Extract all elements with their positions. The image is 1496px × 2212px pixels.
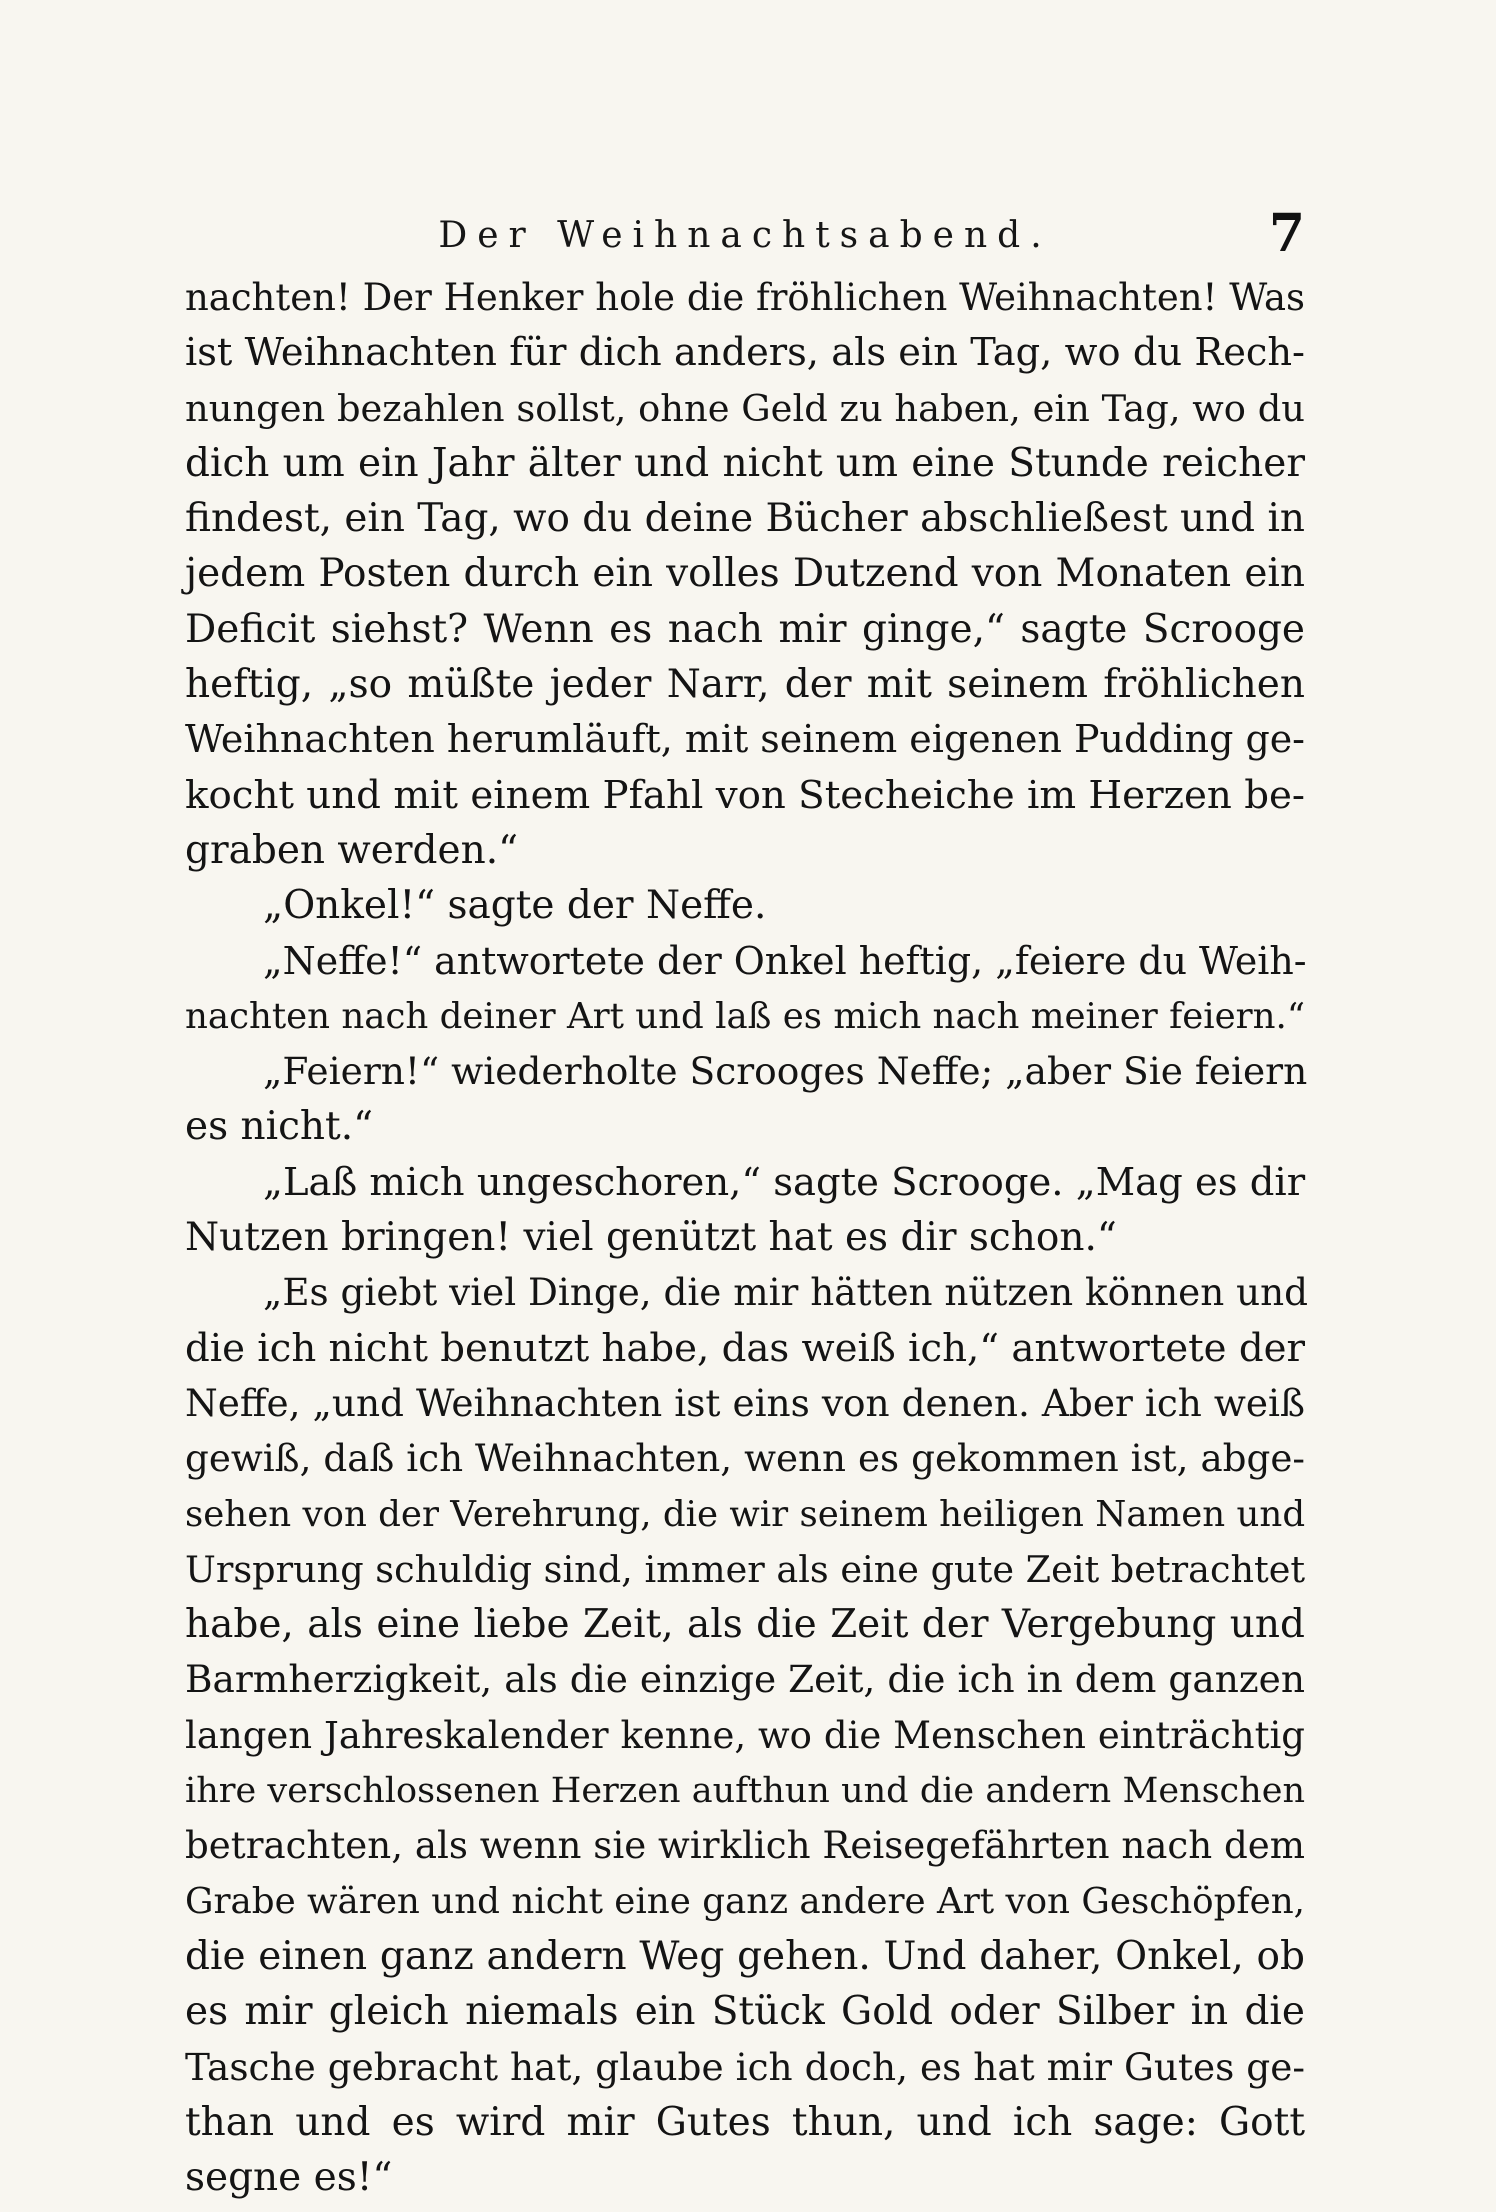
text-line: „Es giebt viel Dinge, die mir hätten nützen können und [263,1270,1308,1315]
page-header [185,203,1305,263]
text-line: nachten! Der Henker hole die fröhlichen Weihnachten! Was [185,276,1305,319]
text-line: sehen von der Verehrung, die wir seinem heiligen Namen und [185,1493,1306,1535]
text-line: ist Weihnachten für dich anders, als ein Tag, wo du Rech- [185,330,1305,376]
text-line: segne es!“ [185,2155,393,2201]
text-line: Grabe wären und nicht eine ganz andere Art von Geschöpfen, [185,1880,1305,1922]
text-line: than und es wird mir Gutes thun, und ich sage: Gott [185,2099,1305,2145]
page-number: 7 [1268,203,1305,264]
text-line: betrachten, als wenn sie wirklich Reisegefährten nach dem [185,1823,1305,1868]
text-line: „Onkel!“ sagte der Neffe. [263,883,767,929]
text-line: langen Jahreskalender kenne, wo die Menschen einträchtig [185,1713,1305,1757]
text-line: die ich nicht benutzt habe, das weiß ich,“ antwortete der [185,1325,1305,1371]
text-line: Deficit siehst? Wenn es nach mir ginge,“ sagte Scrooge [185,606,1305,652]
text-line: Weihnachten herumläuft, mit seinem eigenen Pudding ge- [185,717,1305,762]
text-line: Barmherzigkeit, als die einzige Zeit, die ich in dem ganzen [185,1657,1305,1702]
text-line: Neffe, „und Weihnachten ist eins von denen. Aber ich weiß [185,1380,1305,1425]
text-line: nungen bezahlen sollst, ohne Geld zu haben, ein Tag, wo du [185,386,1305,430]
text-line: „Laß mich ungeschoren,“ sagte Scrooge. „Mag es dir [263,1159,1306,1205]
running-title: Der Weihnachtsabend. [438,215,1052,256]
text-line: die einen ganz andern Weg gehen. Und daher, Onkel, ob [185,1933,1305,1979]
body-text [185,270,1308,2205]
text-line: es nicht.“ [185,1104,374,1150]
text-line: habe, als eine liebe Zeit, als die Zeit der Vergebung und [185,1602,1305,1648]
text-line: kocht und mit einem Pfahl von Stecheiche im Herzen be- [185,772,1305,818]
text-line: Nutzen bringen! viel genützt hat es dir schon.“ [185,1215,1117,1261]
text-line: Ursprung schuldig sind, immer als eine gute Zeit betrachtet [185,1547,1306,1591]
text-line: graben werden.“ [185,827,519,873]
text-line: Tasche gebracht hat, glaube ich doch, es hat mir Gutes ge- [185,2044,1305,2089]
text-line: gewiß, daß ich Weihnachten, wenn es gekommen ist, abge- [185,1436,1305,1481]
text-line: dich um ein Jahr älter und nicht um eine Stunde reicher [185,440,1305,486]
text-line: nachten nach deiner Art und laß es mich nach meiner feiern.“ [185,995,1305,1037]
text-line: „Neffe!“ antwortete der Onkel heftig, „feiere du Weih- [263,938,1307,983]
text-line: findest, ein Tag, wo du deine Bücher abschließest und in [185,496,1305,542]
text-line: jedem Posten durch ein volles Dutzend von Monaten ein [185,551,1305,597]
text-line: „Feiern!“ wiederholte Scrooges Neffe; „aber Sie feiern [263,1049,1308,1094]
text-line: heftig, „so müßte jeder Narr, der mit seinem fröhlichen [185,662,1305,708]
text-line: ihre verschlossenen Herzen aufthun und die andern Menschen [185,1770,1305,1812]
text-line: es mir gleich niemals ein Stück Gold oder Silber in die [185,1989,1305,2035]
